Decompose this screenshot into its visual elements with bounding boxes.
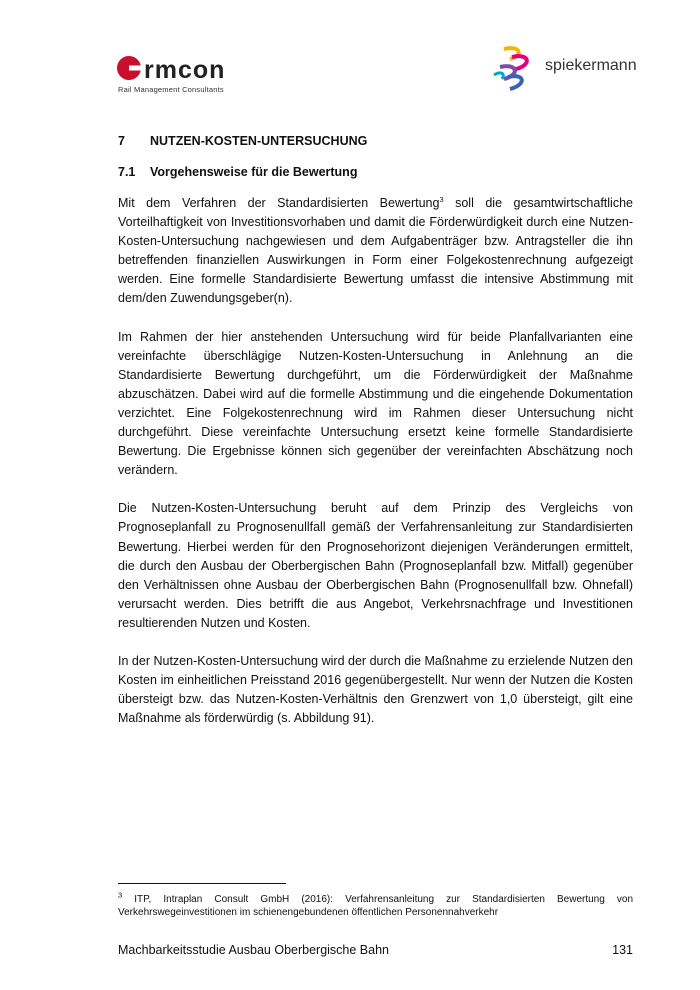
section-heading xyxy=(118,134,633,148)
subsection-title: Vorgehensweise für die Bewertung xyxy=(150,165,358,179)
paragraph-2: Im Rahmen der hier anstehenden Untersuchung wird für beide Planfallvarianten eine vereinfachte überschlägige Nutzen-Kosten-Untersuchung in Anlehnung an die Standardisierte Bewertung durchgeführt, um die Förderwürdigkeit der Maßnahme abzuschätzen. Dabei wird auf die formelle Abstimmung und die eingehende Dokumentation verzichtet. Eine Folgekostenrechnung wird im Rahmen dieser Untersuchung nicht durchgeführt. Diese vereinfachte Untersuchung ersetzt keine formelle Standardisierte Bewertung. Die Ergebnisse können sich gegenüber der vereinfachten Abschätzung noch verändern. xyxy=(118,329,633,478)
page-header xyxy=(0,0,700,110)
paragraph-4: In der Nutzen-Kosten-Untersuchung wird der durch die Maßnahme zu erzielende Nutzen den Kosten im einheitlichen Preisstand 2016 gegenübergestellt. Nur wenn der Nutzen die Kosten übersteigt bzw. das Nutzen-Kosten-Verhältnis den Grenzwert von 1,0 übersteigt, gilt eine Maßnahme als förderwürdig (s. Abbildung 91). xyxy=(118,653,633,726)
ermcon-logo-mark xyxy=(116,55,246,85)
paragraph-3: Die Nutzen-Kosten-Untersuchung beruht auf dem Prinzip des Vergleichs von Prognoseplanfall zu Prognosenullfall gemäß der Verfahrensanleitung zur Standardisierten Bewertung. Hierbei werden für den Prognosehorizont diejenigen Veränderungen ermittelt, die durch den Ausbau der Oberbergischen Bahn (Prognoseplanfall bzw. Mitfall) gegenüber den Verhältnissen ohne Ausbau der Oberbergischen Bahn (Prognosenullfall bzw. Ohnefall) verursacht werden. Dies betrifft die aus Angebot, Verkehrsnachfrage und Investitionen resultierenden Nutzen und Kosten. xyxy=(118,501,633,630)
footer-document-title: Machbarkeitsstudie Ausbau Oberbergische Bahn xyxy=(118,943,389,957)
paragraph-1-text-a: Mit dem Verfahren der Standardisierten Bewertung xyxy=(118,196,440,210)
subsection-number: 7.1 xyxy=(118,165,136,179)
subsection-heading xyxy=(118,165,633,179)
footnote xyxy=(118,890,633,919)
ermcon-logo xyxy=(116,55,246,99)
ermcon-subtitle: Rail Management Consultants xyxy=(118,85,224,94)
spiekermann-wordmark: spiekermann xyxy=(545,57,637,74)
spiekermann-logo xyxy=(490,45,640,95)
section-title: NUTZEN-KOSTEN-UNTERSUCHUNG xyxy=(150,134,368,148)
footnote-reference: 3 xyxy=(439,194,444,204)
main-content xyxy=(118,134,633,747)
spiekermann-emblem-icon xyxy=(490,45,542,95)
section-number: 7 xyxy=(118,134,125,148)
footnote-marker: 3 xyxy=(118,890,123,900)
page-footer xyxy=(118,943,633,957)
paragraph-1 xyxy=(118,194,633,309)
ermcon-wordmark: rmcon xyxy=(144,56,226,84)
paragraph-1-text-b: soll die gesamtwirtschaftliche Vorteilhaftigkeit von Investitionsvorhaben und damit die Förderwürdigkeit durch eine Nutzen-Kosten-Untersuchung nachgewiesen und dem Aufgabenträger bzw. Antragsteller die ihn betreffenden finanziellen Auswirkungen in Form einer Folgekostenrechnung aufgezeigt werden. Eine formelle Standardisierte Bewertung umfasst die intensive Abstimmung mit dem/den Zuwendungsgeber(n). xyxy=(118,196,633,306)
page-number: 131 xyxy=(612,943,633,957)
footnote-divider xyxy=(118,883,286,884)
footnote-text: ITP, Intraplan Consult GmbH (2016): Verfahrensanleitung zur Standardisierten Bewertung von Verkehrswegeinvestitionen im schienengebundenen öffentlichen Personennahverkehr xyxy=(118,894,633,918)
